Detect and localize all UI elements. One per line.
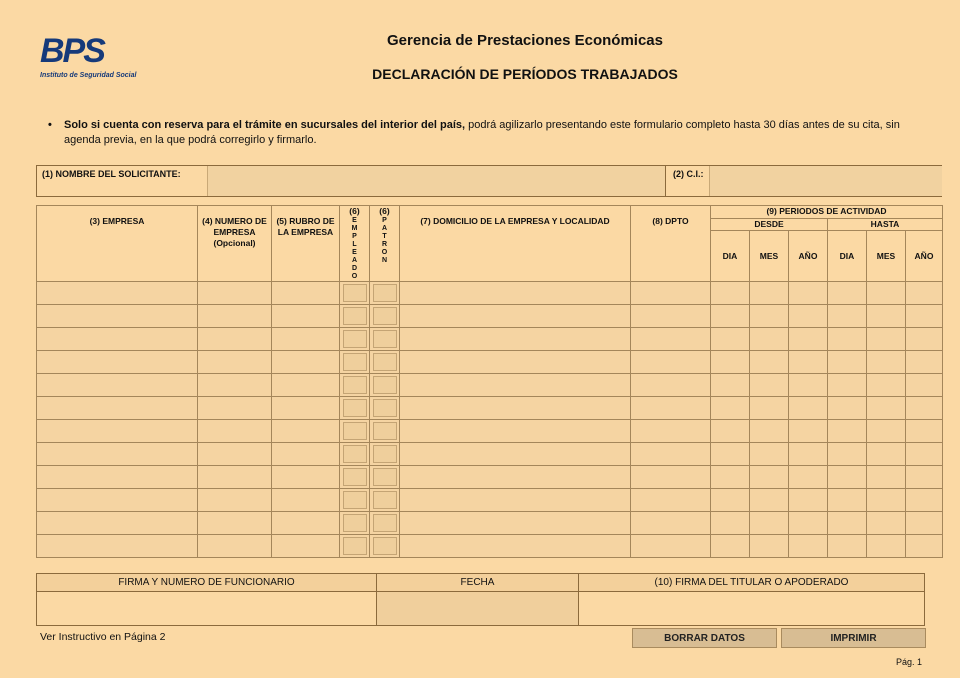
page-title: Gerencia de Prestaciones Económicas <box>387 32 663 49</box>
desde-mes-cell[interactable] <box>750 351 789 374</box>
col-hasta: HASTA <box>828 218 943 231</box>
hasta-anio-cell[interactable] <box>906 328 943 351</box>
empresa-cell[interactable] <box>37 397 198 420</box>
hasta-mes-cell[interactable] <box>867 466 906 489</box>
empresa-cell[interactable] <box>37 374 198 397</box>
col-desde-anio: AÑO <box>789 231 828 282</box>
desde-anio-cell[interactable] <box>789 443 828 466</box>
hasta-dia-cell[interactable] <box>828 512 867 535</box>
desde-mes-cell[interactable] <box>750 512 789 535</box>
patron-checkbox-box[interactable] <box>373 307 397 325</box>
hasta-dia-cell[interactable] <box>828 535 867 558</box>
empleado-checkbox[interactable] <box>340 512 370 535</box>
empleado-checkbox[interactable] <box>340 397 370 420</box>
empleado-checkbox-box[interactable] <box>343 353 367 371</box>
desde-mes-cell[interactable] <box>750 374 789 397</box>
rubro-cell[interactable] <box>272 466 340 489</box>
domicilio-cell[interactable] <box>400 282 631 305</box>
numero-cell[interactable] <box>198 397 272 420</box>
numero-cell[interactable] <box>198 328 272 351</box>
nombre-label: (1) NOMBRE DEL SOLICITANTE: <box>42 169 181 179</box>
fecha-header: FECHA <box>377 574 579 592</box>
dpto-cell[interactable] <box>631 374 711 397</box>
numero-cell[interactable] <box>198 535 272 558</box>
hasta-dia-cell[interactable] <box>828 305 867 328</box>
domicilio-cell[interactable] <box>400 443 631 466</box>
table-row <box>37 443 943 466</box>
patron-checkbox-box[interactable] <box>373 445 397 463</box>
desde-dia-cell[interactable] <box>711 466 750 489</box>
instructivo-note: Ver Instructivo en Página 2 <box>40 631 166 643</box>
desde-anio-cell[interactable] <box>789 466 828 489</box>
dpto-cell[interactable] <box>631 328 711 351</box>
numero-cell[interactable] <box>198 420 272 443</box>
hasta-anio-cell[interactable] <box>906 351 943 374</box>
desde-dia-cell[interactable] <box>711 328 750 351</box>
empresa-cell[interactable] <box>37 443 198 466</box>
empleado-checkbox[interactable] <box>340 489 370 512</box>
col-hasta-anio: AÑO <box>906 231 943 282</box>
empleado-checkbox-box[interactable] <box>343 330 367 348</box>
empleado-checkbox[interactable] <box>340 443 370 466</box>
applicant-row <box>36 165 942 197</box>
rubro-cell[interactable] <box>272 351 340 374</box>
info-note <box>48 118 928 148</box>
desde-mes-cell[interactable] <box>750 535 789 558</box>
note-bold: Solo si cuenta con reserva para el trámite en sucursales del interior del país, <box>64 119 466 131</box>
desde-anio-cell[interactable] <box>789 282 828 305</box>
table-row <box>37 351 943 374</box>
patron-checkbox-box[interactable] <box>373 491 397 509</box>
patron-checkbox-box[interactable] <box>373 468 397 486</box>
patron-checkbox-box[interactable] <box>373 284 397 302</box>
empleado-checkbox-box[interactable] <box>343 445 367 463</box>
empleado-checkbox[interactable] <box>340 351 370 374</box>
patron-checkbox[interactable] <box>370 305 400 328</box>
empleado-checkbox[interactable] <box>340 282 370 305</box>
table-row <box>37 328 943 351</box>
dpto-cell[interactable] <box>631 466 711 489</box>
dpto-cell[interactable] <box>631 397 711 420</box>
domicilio-cell[interactable] <box>400 351 631 374</box>
table-row <box>37 535 943 558</box>
patron-checkbox[interactable] <box>370 535 400 558</box>
desde-mes-cell[interactable] <box>750 328 789 351</box>
hasta-mes-cell[interactable] <box>867 397 906 420</box>
hasta-dia-cell[interactable] <box>828 328 867 351</box>
col-dpto: (8) DPTO <box>631 206 711 282</box>
domicilio-cell[interactable] <box>400 328 631 351</box>
empleado-checkbox-box[interactable] <box>343 468 367 486</box>
logo-subtitle: Instituto de Seguridad Social <box>40 72 137 79</box>
desde-anio-cell[interactable] <box>789 535 828 558</box>
hasta-anio-cell[interactable] <box>906 282 943 305</box>
hasta-anio-cell[interactable] <box>906 443 943 466</box>
numero-cell[interactable] <box>198 466 272 489</box>
desde-mes-cell[interactable] <box>750 443 789 466</box>
col-hasta-mes: MES <box>867 231 906 282</box>
patron-checkbox-box[interactable] <box>373 537 397 555</box>
patron-checkbox[interactable] <box>370 466 400 489</box>
patron-checkbox-box[interactable] <box>373 422 397 440</box>
table-row <box>37 397 943 420</box>
patron-checkbox-box[interactable] <box>373 330 397 348</box>
desde-dia-cell[interactable] <box>711 512 750 535</box>
table-row <box>37 489 943 512</box>
numero-cell[interactable] <box>198 282 272 305</box>
desde-anio-cell[interactable] <box>789 305 828 328</box>
desde-mes-cell[interactable] <box>750 466 789 489</box>
dpto-cell[interactable] <box>631 305 711 328</box>
empresa-cell[interactable] <box>37 328 198 351</box>
hasta-anio-cell[interactable] <box>906 397 943 420</box>
desde-dia-cell[interactable] <box>711 374 750 397</box>
table-row <box>37 374 943 397</box>
domicilio-cell[interactable] <box>400 397 631 420</box>
empleado-checkbox-box[interactable] <box>343 514 367 532</box>
signature-table <box>36 573 925 626</box>
empresa-cell[interactable] <box>37 512 198 535</box>
hasta-mes-cell[interactable] <box>867 489 906 512</box>
patron-checkbox[interactable] <box>370 420 400 443</box>
empleado-checkbox[interactable] <box>340 328 370 351</box>
col-domicilio: (7) DOMICILIO DE LA EMPRESA Y LOCALIDAD <box>400 206 631 282</box>
patron-checkbox[interactable] <box>370 397 400 420</box>
desde-mes-cell[interactable] <box>750 305 789 328</box>
patron-checkbox-box[interactable] <box>373 399 397 417</box>
empleado-checkbox-box[interactable] <box>343 399 367 417</box>
table-row <box>37 512 943 535</box>
col-desde-dia: DIA <box>711 231 750 282</box>
dpto-cell[interactable] <box>631 535 711 558</box>
empresa-cell[interactable] <box>37 466 198 489</box>
desde-dia-cell[interactable] <box>711 443 750 466</box>
empresa-cell[interactable] <box>37 535 198 558</box>
domicilio-cell[interactable] <box>400 535 631 558</box>
desde-mes-cell[interactable] <box>750 282 789 305</box>
table-row <box>37 466 943 489</box>
funcionario-field <box>37 592 377 626</box>
hasta-mes-cell[interactable] <box>867 535 906 558</box>
domicilio-cell[interactable] <box>400 420 631 443</box>
hasta-anio-cell[interactable] <box>906 374 943 397</box>
periods-table <box>36 205 943 558</box>
dpto-cell[interactable] <box>631 443 711 466</box>
table-row <box>37 420 943 443</box>
table-row <box>37 305 943 328</box>
nombre-input[interactable] <box>207 166 666 196</box>
form-title: DECLARACIÓN DE PERÍODOS TRABAJADOS <box>372 66 678 82</box>
desde-dia-cell[interactable] <box>711 397 750 420</box>
note-text: podrá agilizarlo presentando este formulario completo hasta 30 días antes de su cita, sin agenda previa, en la que podrá corregirlo y firmarlo. <box>64 119 900 146</box>
numero-cell[interactable] <box>198 305 272 328</box>
page-number: Pág. 1 <box>896 657 923 667</box>
hasta-dia-cell[interactable] <box>828 420 867 443</box>
hasta-dia-cell[interactable] <box>828 282 867 305</box>
rubro-cell[interactable] <box>272 420 340 443</box>
dpto-cell[interactable] <box>631 489 711 512</box>
hasta-dia-cell[interactable] <box>828 443 867 466</box>
imprimir-button[interactable]: IMPRIMIR <box>781 628 926 648</box>
empleado-checkbox-box[interactable] <box>343 491 367 509</box>
hasta-anio-cell[interactable] <box>906 305 943 328</box>
dpto-cell[interactable] <box>631 351 711 374</box>
hasta-mes-cell[interactable] <box>867 305 906 328</box>
patron-checkbox-box[interactable] <box>373 514 397 532</box>
empleado-checkbox[interactable] <box>340 420 370 443</box>
desde-anio-cell[interactable] <box>789 420 828 443</box>
col-rubro: (5) RUBRO DE LA EMPRESA <box>272 206 340 282</box>
desde-anio-cell[interactable] <box>789 512 828 535</box>
desde-anio-cell[interactable] <box>789 351 828 374</box>
hasta-mes-cell[interactable] <box>867 351 906 374</box>
col-empleado: (6) EMPLEADO <box>340 206 370 282</box>
patron-checkbox[interactable] <box>370 489 400 512</box>
col-desde-mes: MES <box>750 231 789 282</box>
rubro-cell[interactable] <box>272 374 340 397</box>
dpto-cell[interactable] <box>631 282 711 305</box>
numero-cell[interactable] <box>198 443 272 466</box>
hasta-anio-cell[interactable] <box>906 420 943 443</box>
domicilio-cell[interactable] <box>400 489 631 512</box>
patron-checkbox-box[interactable] <box>373 353 397 371</box>
desde-dia-cell[interactable] <box>711 489 750 512</box>
patron-checkbox[interactable] <box>370 512 400 535</box>
empleado-checkbox-box[interactable] <box>343 376 367 394</box>
hasta-anio-cell[interactable] <box>906 512 943 535</box>
rubro-cell[interactable] <box>272 535 340 558</box>
dpto-cell[interactable] <box>631 420 711 443</box>
desde-dia-cell[interactable] <box>711 282 750 305</box>
patron-checkbox[interactable] <box>370 328 400 351</box>
hasta-anio-cell[interactable] <box>906 466 943 489</box>
patron-checkbox[interactable] <box>370 282 400 305</box>
fecha-input[interactable] <box>377 592 579 626</box>
patron-checkbox-box[interactable] <box>373 376 397 394</box>
desde-dia-cell[interactable] <box>711 535 750 558</box>
hasta-mes-cell[interactable] <box>867 512 906 535</box>
desde-anio-cell[interactable] <box>789 489 828 512</box>
table-row <box>37 282 943 305</box>
col-periodos: (9) PERIODOS DE ACTIVIDAD <box>711 206 943 219</box>
patron-checkbox[interactable] <box>370 351 400 374</box>
hasta-anio-cell[interactable] <box>906 535 943 558</box>
hasta-mes-cell[interactable] <box>867 420 906 443</box>
numero-cell[interactable] <box>198 512 272 535</box>
domicilio-cell[interactable] <box>400 305 631 328</box>
desde-mes-cell[interactable] <box>750 420 789 443</box>
col-hasta-dia: DIA <box>828 231 867 282</box>
hasta-dia-cell[interactable] <box>828 351 867 374</box>
logo-text: BPS <box>40 32 104 70</box>
numero-cell[interactable] <box>198 351 272 374</box>
dpto-cell[interactable] <box>631 512 711 535</box>
desde-mes-cell[interactable] <box>750 489 789 512</box>
rubro-cell[interactable] <box>272 305 340 328</box>
rubro-cell[interactable] <box>272 512 340 535</box>
col-empresa: (3) EMPRESA <box>37 206 198 282</box>
funcionario-header: FIRMA Y NUMERO DE FUNCIONARIO <box>37 574 377 592</box>
desde-anio-cell[interactable] <box>789 397 828 420</box>
empleado-checkbox-box[interactable] <box>343 307 367 325</box>
empleado-checkbox[interactable] <box>340 374 370 397</box>
desde-anio-cell[interactable] <box>789 374 828 397</box>
ci-label: (2) C.I.: <box>673 169 704 179</box>
titular-header: (10) FIRMA DEL TITULAR O APODERADO <box>579 574 925 592</box>
hasta-anio-cell[interactable] <box>906 489 943 512</box>
desde-dia-cell[interactable] <box>711 420 750 443</box>
empresa-cell[interactable] <box>37 305 198 328</box>
desde-dia-cell[interactable] <box>711 351 750 374</box>
empleado-checkbox-box[interactable] <box>343 284 367 302</box>
numero-cell[interactable] <box>198 374 272 397</box>
hasta-dia-cell[interactable] <box>828 466 867 489</box>
domicilio-cell[interactable] <box>400 512 631 535</box>
desde-anio-cell[interactable] <box>789 328 828 351</box>
empresa-cell[interactable] <box>37 282 198 305</box>
borrar-datos-button[interactable]: BORRAR DATOS <box>632 628 777 648</box>
hasta-dia-cell[interactable] <box>828 397 867 420</box>
hasta-mes-cell[interactable] <box>867 374 906 397</box>
rubro-cell[interactable] <box>272 489 340 512</box>
hasta-dia-cell[interactable] <box>828 489 867 512</box>
rubro-cell[interactable] <box>272 397 340 420</box>
empleado-checkbox-box[interactable] <box>343 422 367 440</box>
col-numero: (4) NUMERO DE EMPRESA (Opcional) <box>198 206 272 282</box>
patron-checkbox[interactable] <box>370 443 400 466</box>
col-desde: DESDE <box>711 218 828 231</box>
hasta-mes-cell[interactable] <box>867 443 906 466</box>
titular-field <box>579 592 925 626</box>
hasta-dia-cell[interactable] <box>828 374 867 397</box>
desde-dia-cell[interactable] <box>711 305 750 328</box>
domicilio-cell[interactable] <box>400 374 631 397</box>
patron-checkbox[interactable] <box>370 374 400 397</box>
hasta-mes-cell[interactable] <box>867 282 906 305</box>
empleado-checkbox[interactable] <box>340 466 370 489</box>
empresa-cell[interactable] <box>37 489 198 512</box>
rubro-cell[interactable] <box>272 282 340 305</box>
empleado-checkbox[interactable] <box>340 305 370 328</box>
empleado-checkbox[interactable] <box>340 535 370 558</box>
rubro-cell[interactable] <box>272 443 340 466</box>
bullet: • <box>48 119 52 131</box>
desde-mes-cell[interactable] <box>750 397 789 420</box>
empresa-cell[interactable] <box>37 351 198 374</box>
col-patron: (6) PATRON <box>370 206 400 282</box>
domicilio-cell[interactable] <box>400 466 631 489</box>
hasta-mes-cell[interactable] <box>867 328 906 351</box>
numero-cell[interactable] <box>198 489 272 512</box>
rubro-cell[interactable] <box>272 328 340 351</box>
empresa-cell[interactable] <box>37 420 198 443</box>
ci-input[interactable] <box>709 166 942 196</box>
empleado-checkbox-box[interactable] <box>343 537 367 555</box>
